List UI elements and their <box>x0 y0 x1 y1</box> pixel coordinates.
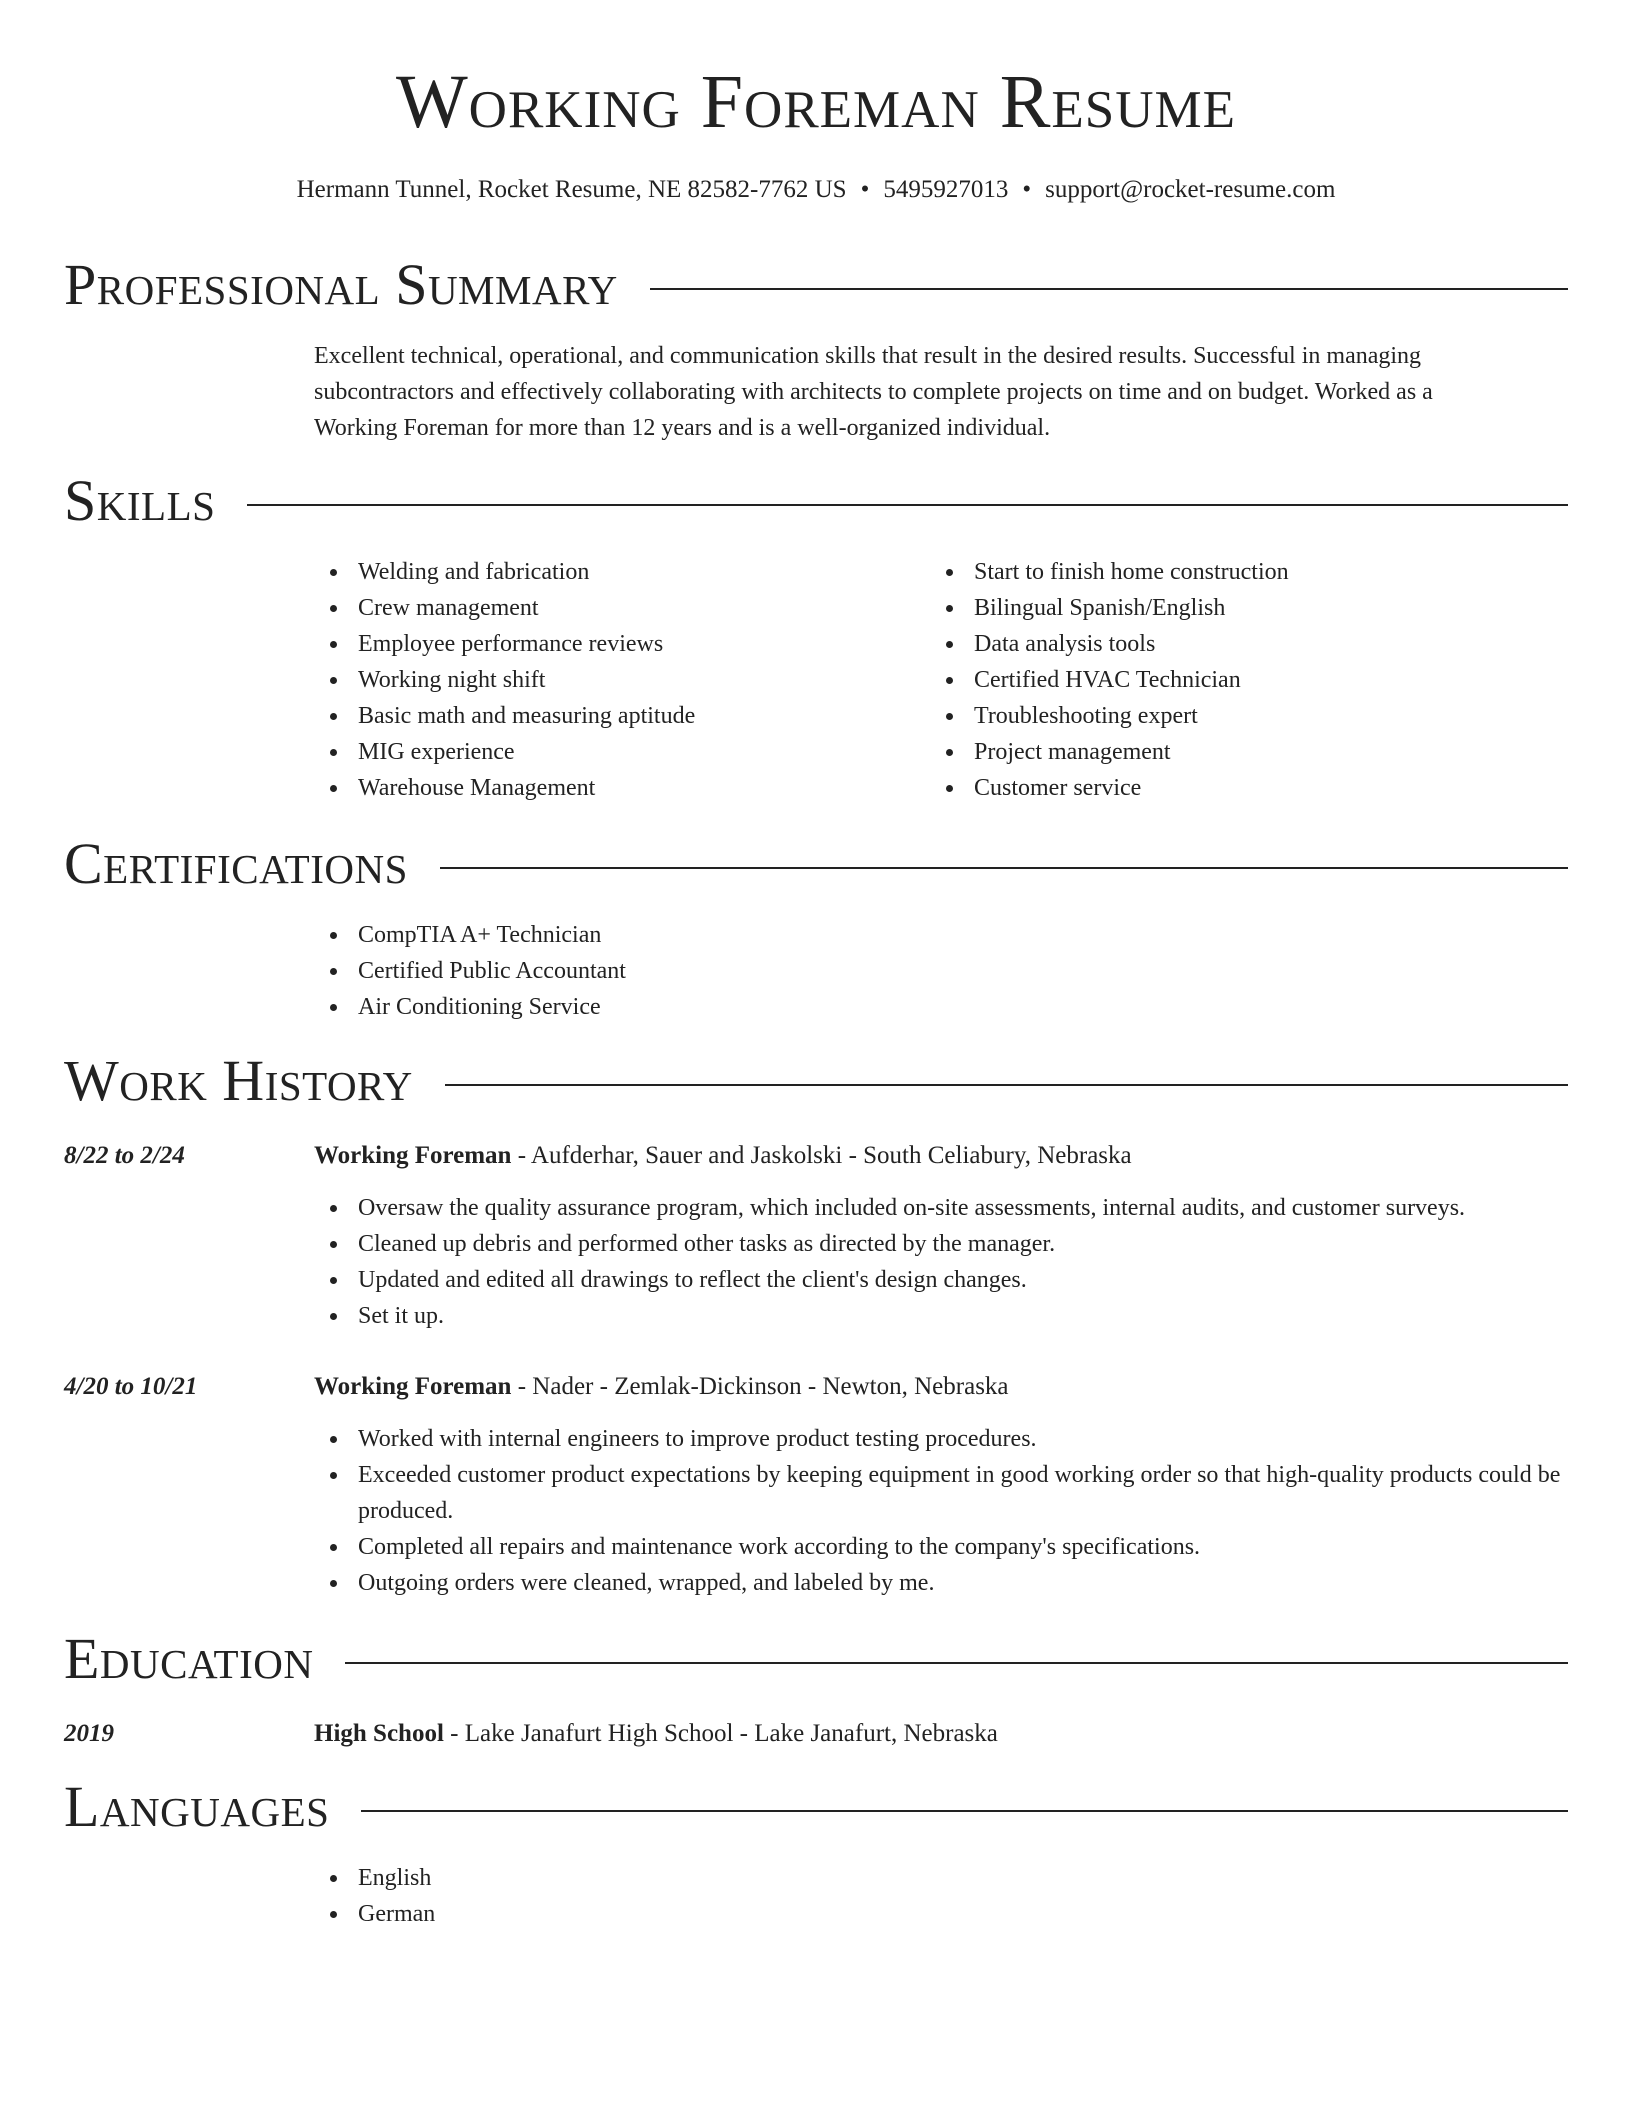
skill-item: Customer service <box>930 770 1550 806</box>
job-dates: 8/22 to 2/24 <box>64 1142 185 1169</box>
skill-item: Working night shift <box>314 662 914 698</box>
skills-right-column <box>930 554 1550 806</box>
certifications-heading: Certifications <box>64 831 408 896</box>
certifications-list <box>314 917 1214 1025</box>
work-history-heading: Work History <box>64 1048 413 1113</box>
section-divider <box>650 288 1568 290</box>
skill-item: Certified HVAC Technician <box>930 662 1550 698</box>
duty-item: Set it up. <box>314 1298 1564 1334</box>
education-heading: Education <box>64 1626 314 1691</box>
skill-item: MIG experience <box>314 734 914 770</box>
job-heading <box>314 1138 1564 1174</box>
duty-item: Oversaw the quality assurance program, which included on-site assessments, internal audits, and customer surveys. <box>314 1190 1564 1226</box>
duty-item: Cleaned up debris and performed other tasks as directed by the manager. <box>314 1226 1564 1262</box>
education-degree: High School <box>314 1720 444 1747</box>
duty-item: Updated and edited all drawings to reflect the client's design changes. <box>314 1262 1564 1298</box>
duty-item: Outgoing orders were cleaned, wrapped, and labeled by me. <box>314 1565 1564 1601</box>
skills-left-column <box>314 554 914 806</box>
skill-item: Crew management <box>314 590 914 626</box>
skill-item: Start to finish home construction <box>930 554 1550 590</box>
certification-item: Air Conditioning Service <box>314 989 1214 1025</box>
job-dates: 4/20 to 10/21 <box>64 1373 198 1400</box>
languages-heading: Languages <box>64 1774 330 1839</box>
skills-section-header <box>64 466 1568 536</box>
language-item: English <box>314 1860 914 1896</box>
contact-email: support@rocket-resume.com <box>1045 176 1336 203</box>
education-section-header <box>64 1624 1568 1694</box>
education-line <box>314 1716 1564 1752</box>
language-item: German <box>314 1896 914 1932</box>
job-title: Working Foreman <box>314 1373 512 1400</box>
skill-item: Project management <box>930 734 1550 770</box>
contact-separator: • <box>1022 176 1032 203</box>
skills-heading: Skills <box>64 468 216 533</box>
skill-item: Troubleshooting expert <box>930 698 1550 734</box>
languages-section-header <box>64 1772 1568 1842</box>
duty-item: Exceeded customer product expectations by keeping equipment in good working order so that high-quality products could be produced. <box>314 1457 1564 1529</box>
certifications-section-header <box>64 829 1568 899</box>
certification-item: CompTIA A+ Technician <box>314 917 1214 953</box>
contact-separator: • <box>860 176 870 203</box>
contact-phone: 5495927013 <box>883 176 1009 203</box>
certification-item: Certified Public Accountant <box>314 953 1214 989</box>
job-title: Working Foreman <box>314 1142 512 1169</box>
skill-item: Data analysis tools <box>930 626 1550 662</box>
resume-title: Working Foreman Resume <box>395 60 1237 144</box>
languages-list <box>314 1860 914 1932</box>
section-divider <box>345 1662 1568 1664</box>
summary-heading: Professional Summary <box>64 252 618 317</box>
section-divider <box>247 504 1568 506</box>
summary-section-header <box>64 250 1568 320</box>
job-duties <box>314 1190 1564 1334</box>
contact-line <box>0 172 1632 208</box>
job-heading <box>314 1369 1564 1405</box>
work-history-section-header <box>64 1046 1568 1116</box>
skill-item: Employee performance reviews <box>314 626 914 662</box>
skill-item: Warehouse Management <box>314 770 914 806</box>
section-divider <box>445 1084 1568 1086</box>
duty-item: Completed all repairs and maintenance work according to the company's specifications. <box>314 1529 1564 1565</box>
summary-text: Excellent technical, operational, and communication skills that result in the desired results. Successful in managing subcontractors and effectively collaborating with architects to complete projects on time and on budget. Worked as a Working Foreman for more than 12 years and is a well-organized individual. <box>314 343 1433 441</box>
skill-item: Bilingual Spanish/English <box>930 590 1550 626</box>
job-duties <box>314 1421 1564 1601</box>
contact-address: Hermann Tunnel, Rocket Resume, NE 82582-7762 US <box>296 176 847 203</box>
section-divider <box>361 1810 1568 1812</box>
job-employer: - Aufderhar, Sauer and Jaskolski - South Celiabury, Nebraska <box>511 1142 1132 1169</box>
education-school: - Lake Janafurt High School - Lake Janafurt, Nebraska <box>443 1720 998 1747</box>
education-year: 2019 <box>64 1720 114 1747</box>
skill-item: Basic math and measuring aptitude <box>314 698 914 734</box>
job-employer: - Nader - Zemlak-Dickinson - Newton, Nebraska <box>511 1373 1009 1400</box>
duty-item: Worked with internal engineers to improve product testing procedures. <box>314 1421 1564 1457</box>
section-divider <box>440 867 1568 869</box>
skill-item: Welding and fabrication <box>314 554 914 590</box>
